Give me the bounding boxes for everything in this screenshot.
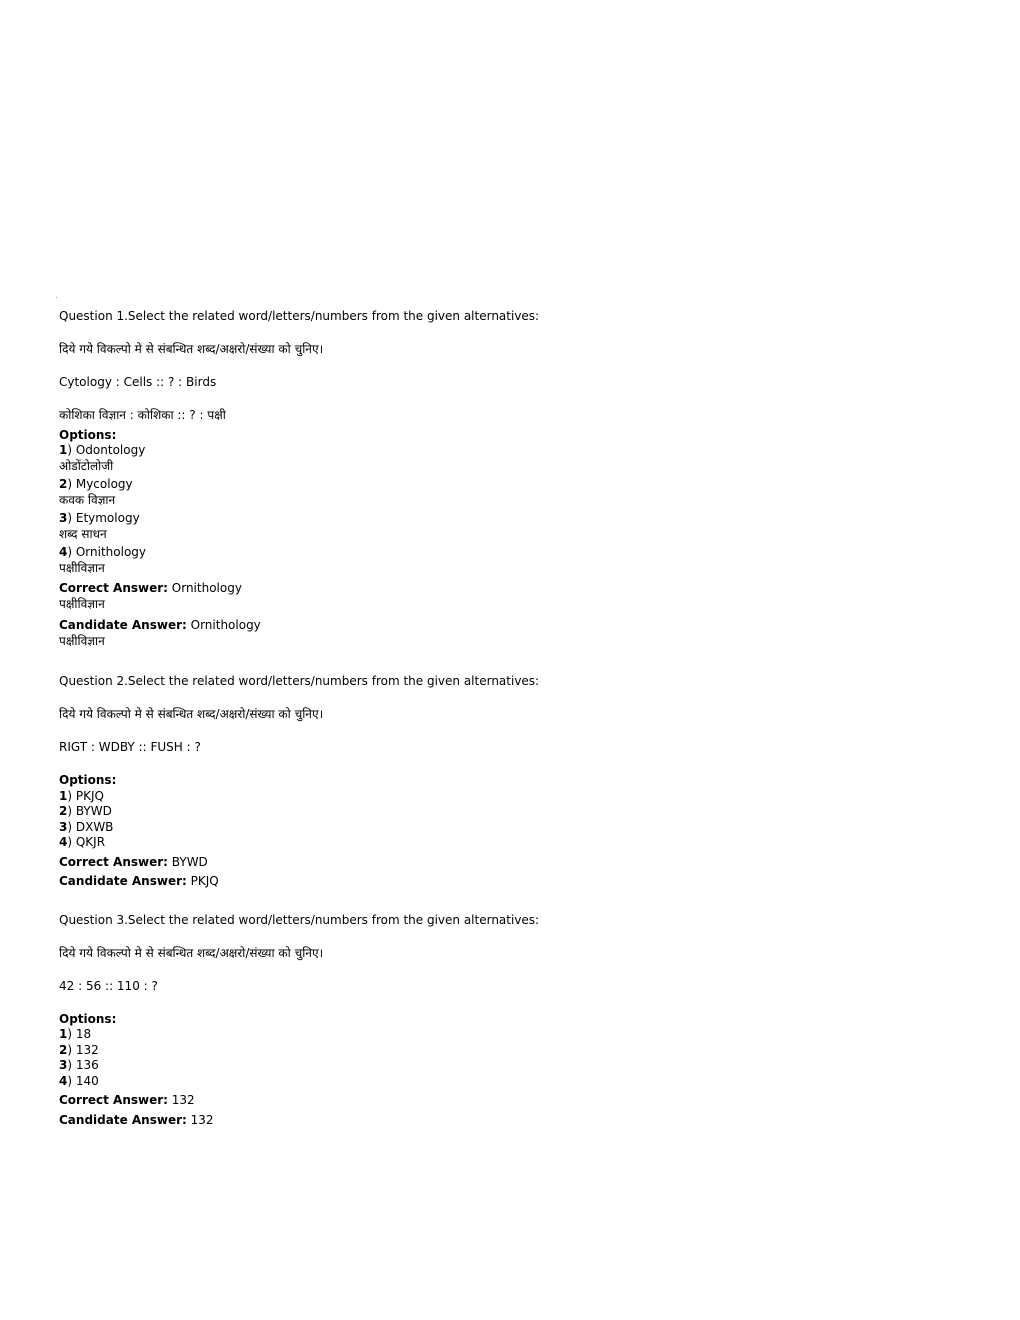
option-number: 3 [59, 511, 68, 525]
option-1 [59, 443, 959, 459]
option-number: 3 [59, 819, 68, 834]
option-text-english: ) 136 [67, 1058, 99, 1072]
option-text-hindi: शब्द साधन [59, 526, 107, 541]
option-4 [59, 545, 959, 561]
candidate-answer [59, 1113, 959, 1129]
options-list [59, 443, 959, 576]
option-text-english: ) 18 [67, 1027, 92, 1041]
option-4 [59, 1074, 959, 1090]
option-text-english: ) BYWD [67, 804, 112, 818]
option-text-english: ) Etymology [67, 511, 140, 525]
options-label: Options: [59, 427, 117, 442]
option-2 [59, 1043, 959, 1059]
page-mark [56, 297, 57, 298]
option-1 [59, 789, 959, 805]
correct-answer [59, 1093, 959, 1109]
candidate-answer-value: PKJQ [186, 874, 219, 888]
option-number: 2 [59, 1042, 68, 1057]
option-number: 1 [59, 1027, 68, 1041]
candidate-answer-value: Ornithology [186, 618, 261, 632]
option-text-english: ) DXWB [67, 819, 114, 834]
correct-answer-label: Correct Answer: [59, 1093, 168, 1107]
option-2 [59, 477, 959, 493]
option-3 [59, 511, 959, 527]
correct-answer-value: Ornithology [167, 581, 242, 595]
options-list [59, 789, 959, 851]
question-paper [59, 309, 959, 1128]
option-text-hindi: कवक विज्ञान [59, 492, 116, 507]
analogy-english: RIGT : WDBY :: FUSH : ? [59, 740, 201, 754]
candidate-answer-label: Candidate Answer: [59, 874, 187, 888]
question-1 [59, 309, 959, 649]
option-number: 4 [59, 1073, 68, 1088]
option-1 [59, 1027, 959, 1043]
question-prompt-hindi: दिये गये विकल्पो मे से संबन्धित शब्द/अक्षरो/संख्या को चुनिए। [59, 342, 324, 356]
correct-answer-label: Correct Answer: [59, 581, 168, 595]
candidate-answer [59, 618, 959, 634]
correct-answer-value: 132 [167, 1093, 195, 1107]
question-2 [59, 674, 959, 890]
option-text-english: ) QKJR [67, 835, 106, 849]
option-text-english: ) Ornithology [67, 545, 147, 559]
analogy-english: 42 : 56 :: 110 : ? [59, 978, 158, 993]
correct-answer-value: BYWD [167, 854, 208, 869]
correct-answer-label: Correct Answer: [59, 854, 168, 869]
question-prompt-hindi: दिये गये विकल्पो मे से संबन्धित शब्द/अक्षरो/संख्या को चुनिए। [59, 707, 324, 721]
candidate-answer-label: Candidate Answer: [59, 618, 187, 632]
options-list [59, 1027, 959, 1089]
question-prompt-english: Question 2.Select the related word/letters/numbers from the given alternatives: [59, 674, 540, 688]
question-prompt-english: Question 1.Select the related word/letters/numbers from the given alternatives: [59, 309, 540, 323]
candidate-answer-hindi: पक्षीविज्ञान [59, 633, 105, 648]
option-number: 2 [59, 804, 68, 818]
correct-answer-hindi: पक्षीविज्ञान [59, 596, 105, 611]
option-text-english: ) 140 [67, 1073, 99, 1088]
analogy-hindi: कोशिका विज्ञान : कोशिका :: ? : पक्षी [59, 408, 226, 422]
options-label: Options: [59, 1011, 117, 1026]
candidate-answer-value: 132 [186, 1112, 214, 1127]
option-number: 2 [59, 477, 68, 491]
option-number: 1 [59, 788, 68, 803]
option-2 [59, 804, 959, 820]
correct-answer [59, 855, 959, 871]
option-number: 4 [59, 835, 68, 849]
question-3 [59, 913, 959, 1129]
option-number: 1 [59, 443, 68, 457]
option-text-english: ) Odontology [67, 443, 146, 457]
option-text-english: ) Mycology [67, 477, 133, 491]
question-prompt-english: Question 3.Select the related word/letters/numbers from the given alternatives: [59, 912, 540, 927]
option-number: 4 [59, 545, 68, 559]
option-text-english: ) PKJQ [67, 788, 104, 803]
option-3 [59, 820, 959, 836]
option-3 [59, 1058, 959, 1074]
question-prompt-hindi: दिये गये विकल्पो मे से संबन्धित शब्द/अक्षरो/संख्या को चुनिए। [59, 945, 324, 960]
candidate-answer-label: Candidate Answer: [59, 1112, 187, 1127]
option-text-hindi: पक्षीविज्ञान [59, 560, 105, 575]
correct-answer [59, 581, 959, 597]
option-4 [59, 835, 959, 851]
options-label: Options: [59, 773, 117, 787]
analogy-english: Cytology : Cells :: ? : Birds [59, 375, 217, 389]
candidate-answer [59, 874, 959, 890]
option-text-english: ) 132 [67, 1042, 99, 1057]
option-number: 3 [59, 1058, 68, 1072]
option-text-hindi: ओडोंटोलोजी [59, 458, 114, 473]
